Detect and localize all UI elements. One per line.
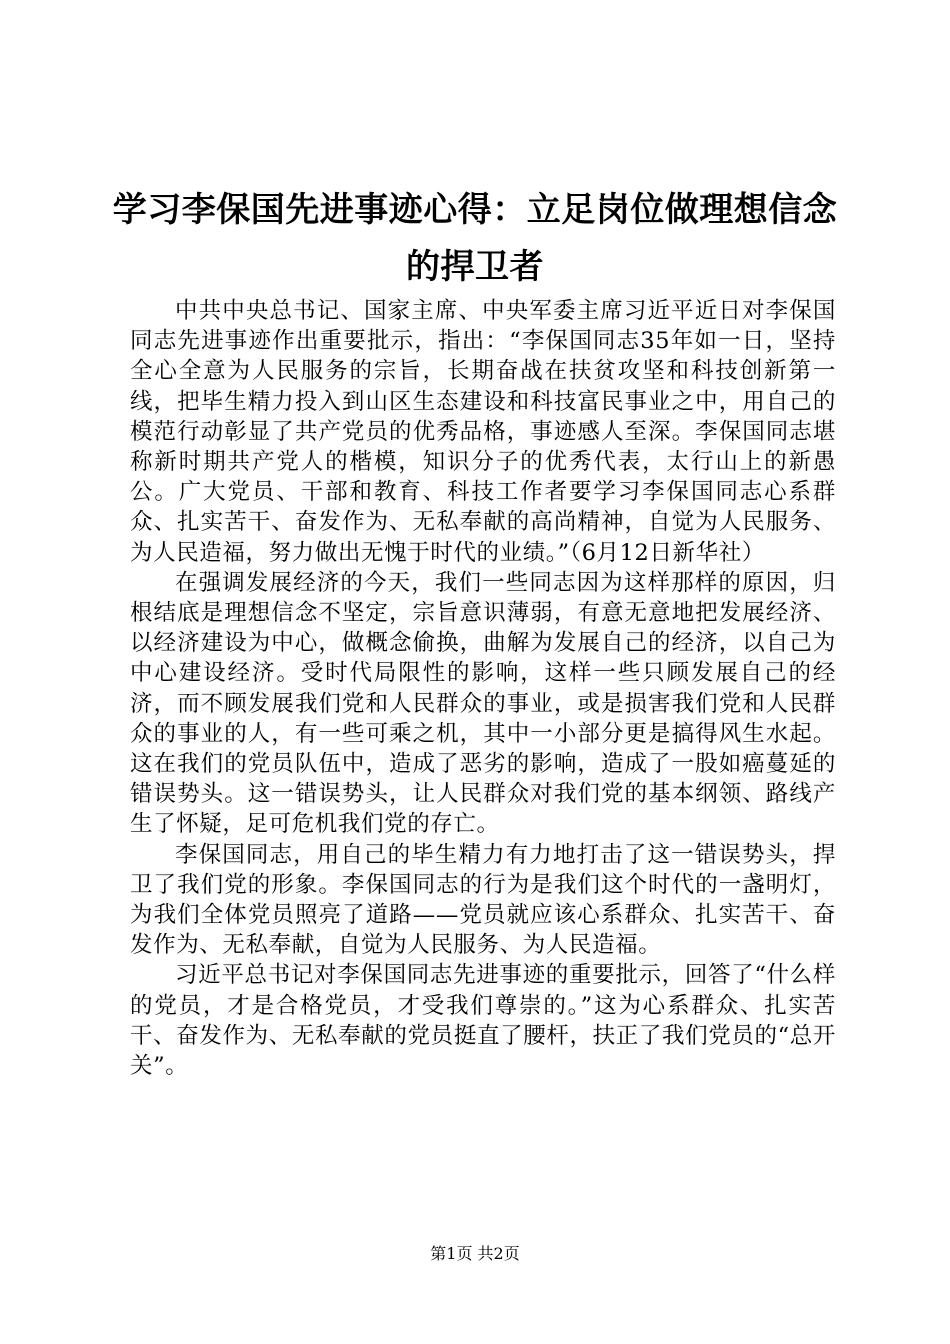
paragraph-1: 中共中央总书记、国家主席、中央军委主席习近平近日对李保国同志先进事迹作出重要批示，指出：“李保国同志35年如一日，坚持全心全意为人民服务的宗旨，长期奋战在扶贫攻坚和科技创新第一线，把毕生精力投入到山区生态建设和科技富民事业之中，用自己的模范行动彰显了共产党员的优秀品格，事迹感人至深。李保国同志堪称新时期共产党人的楷模，知识分子的优秀代表，太行山上的新愚公。广大党员、干部和教育、科技工作者要学习李保国同志心系群众、扎实苦干、奋发作为、无私奉献的高尚精神，自觉为人民服务、为人民造福，努力做出无愧于时代的业绩。”（6月12日新华社） xyxy=(130,298,836,566)
paragraph-2: 在强调发展经济的今天，我们一些同志因为这样那样的原因，归根结底是理想信念不坚定，宗旨意识薄弱，有意无意地把发展经济、以经济建设为中心，做概念偷换，曲解为发展自己的经济，以自己为中心建设经济。受时代局限性的影响，这样一些只顾发展自己的经济，而不顾发展我们党和人民群众的事业，或是损害我们党和人民群众的事业的人，有一些可乘之机，其中一小部分更是搞得风生水起。这在我们的党员队伍中，造成了恶劣的影响，造成了一股如癌蔓延的错误势头。这一错误势头，让人民群众对我们党的基本纲领、路线产生了怀疑，足可危机我们党的存亡。 xyxy=(130,569,836,838)
document-body xyxy=(130,296,836,1081)
paragraph-3: 李保国同志，用自己的毕生精力有力地打击了这一错误势头，捍卫了我们党的形象。李保国同志的行为是我们这个时代的一盏明灯，为我们全体党员照亮了道路——党员就应该心系群众、扎实苦干、奋发作为、无私奉献，自觉为人民服务、为人民造福。 xyxy=(130,841,836,959)
paragraph-4: 习近平总书记对李保国同志先进事迹的重要批示，回答了“什么样的党员，才是合格党员，才受我们尊崇的。”这为心系群众、扎实苦干、奋发作为、无私奉献的党员挺直了腰杆，扶正了我们党员的“总开关”。 xyxy=(130,962,836,1080)
document-title: 学习李保国先进事迹心得：立足岗位做理想信念的捍卫者 xyxy=(112,190,838,287)
page-number-footer: 第1页 共2页 xyxy=(430,1244,520,1263)
